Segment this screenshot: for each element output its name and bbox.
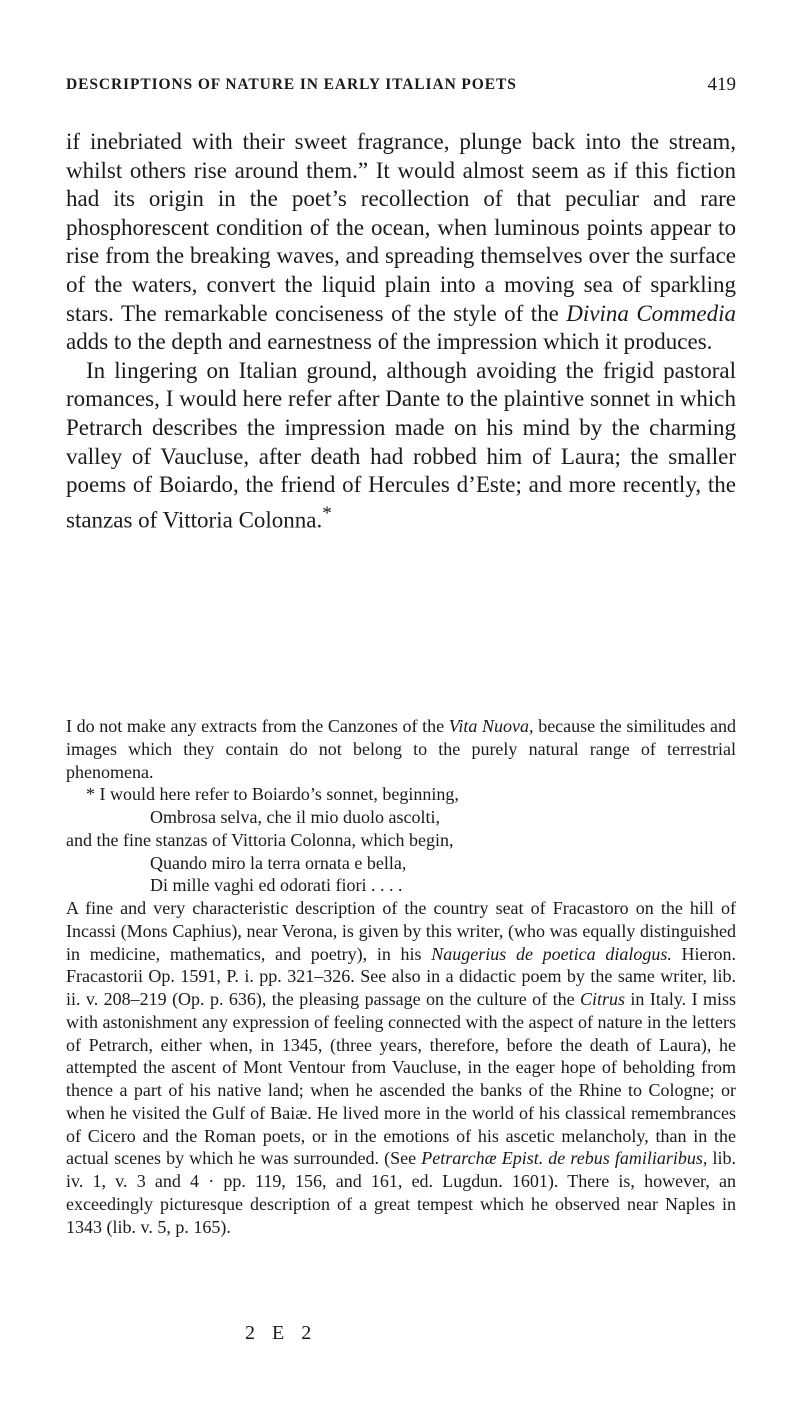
footnote-text: and the fine stanzas of Vittoria Colonna, which begin, bbox=[66, 829, 454, 850]
work-title: Divina Commedia bbox=[566, 300, 736, 326]
work-title: Citrus bbox=[579, 989, 626, 1009]
verse-line: Ombrosa selva, che il mio duolo ascolti, bbox=[150, 807, 440, 827]
work-title: Vita Nuova, bbox=[448, 716, 534, 736]
main-text bbox=[66, 128, 736, 535]
paragraph: if inebriated with their sweet fragrance, plunge back into the stream, whilst others rise around them.” It would almost seem as if this fiction had its origin in the poet’s recollection of that peculiar and rare phosphorescent condition of the ocean, when luminous points appear to rise from the breaking waves, and spreading themselves over the surface of the waters, convert the liquid plain into a moving sea of sparkling stars. The remarkable conciseness of the style of the Divina Commedia adds to the depth and earnestness of the impression which it produces. bbox=[66, 129, 736, 355]
page-number: 419 bbox=[707, 74, 736, 95]
work-title: Naugerius de poetica dialogus. bbox=[431, 943, 672, 964]
signature-mark: 2 E 2 bbox=[245, 1322, 318, 1344]
work-title: Petrarchæ Epist. de rebus familiaribus, bbox=[421, 1148, 708, 1169]
footnote-marker: * bbox=[322, 502, 332, 524]
verse-line: Quando miro la terra ornata e bella, bbox=[150, 852, 407, 873]
running-title: DESCRIPTIONS OF NATURE IN EARLY ITALIAN POETS bbox=[66, 76, 517, 93]
running-header bbox=[66, 76, 736, 100]
footnote: I do not make any extracts from the Canzones of the Vita Nuova, because the similitudes and images which they contain do not belong to the purely natural range of terrestrial phenomena. bbox=[66, 716, 737, 782]
footnotes bbox=[66, 715, 736, 1238]
verse-line: Di mille vaghi ed odorati fiori . . . . bbox=[150, 875, 403, 896]
paragraph: In lingering on Italian ground, although avoiding the frigid pastoral romances, I would here refer after Dante to the plaintive sonnet in which Petrarch describes the impression made on his mind by the charming valley of Vaucluse, after death had robbed him of Laura; the smaller poems of Boiardo, the friend of Hercules d’Este; and more recently, the stanzas of Vittoria Colonna.* bbox=[66, 357, 736, 533]
footnote: * I would here refer to Boiardo’s sonnet, beginning, bbox=[86, 784, 459, 805]
footnote: A fine and very characteristic description of the country seat of Fracastoro on the hill of Incassi (Mons Caphius), near Verona, is given by this writer, (who was equally distinguished in medicine, mathematics, and poetry), in his Naugerius de poetica dialogus. Hieron. Fracastorii Op. 1591, P. i. pp. 321–326. See also in a didactic poem by the same writer, lib. ii. v. 208–219 (Op. p. 636), the pleasing passage on the culture of the Citrus in Italy. I miss with astonishment any expression of feeling connected with the aspect of nature in the letters of Petrarch, either when, in 1345, (three years, therefore, before the death of Laura), he attempted the ascent of Mont Ventour from Vaucluse, in the eager hope of beholding from thence a part of his native land; when he ascended the banks of the Rhine to Cologne; or when he visited the Gulf of Baiæ. He lived more in the world of his classical remembrances of Cicero and the Roman poets, or in the emotions of his ascetic melancholy, than in the actual scenes by which he was surrounded. (See Petrarchæ Epist. de rebus familiaribus, lib. iv. 1, v. 3 and 4 · pp. 119, 156, and 161, ed. Lugdun. 1601). There is, however, an exceedingly picturesque description of a great tempest which he observed near Naples in 1343 (lib. v. 5, p. 165). bbox=[66, 898, 737, 1237]
